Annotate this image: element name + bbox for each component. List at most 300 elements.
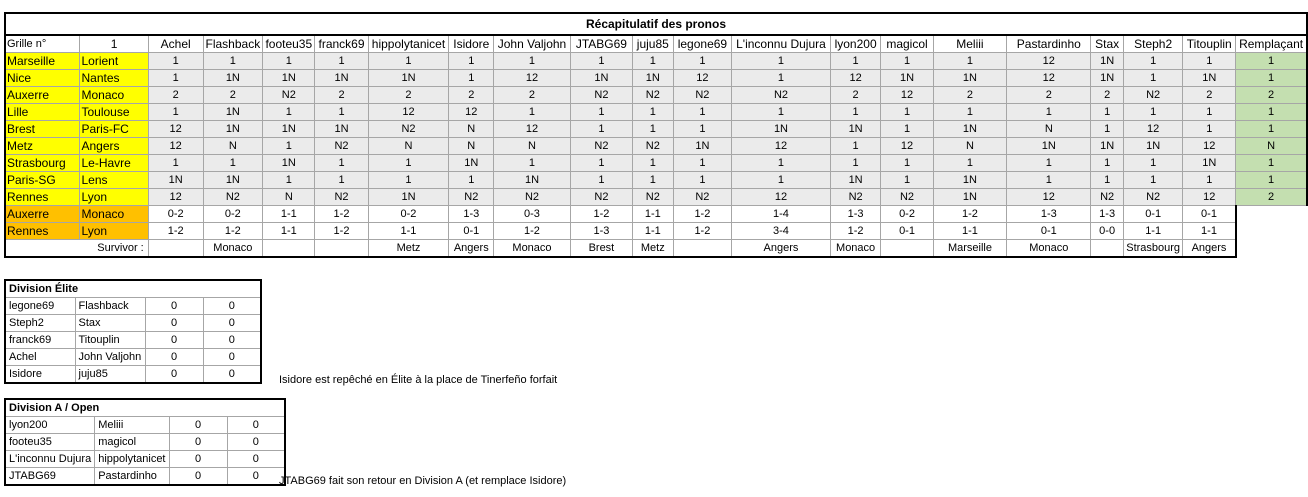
division-row xyxy=(5,451,285,468)
division-elite-table xyxy=(4,279,262,384)
score-cell: 1-1 xyxy=(368,223,449,240)
pick-cell: 12 xyxy=(494,121,571,138)
pick-cell: 1 xyxy=(148,155,203,172)
score-cell: 1-3 xyxy=(570,223,632,240)
pick-cell: N xyxy=(263,189,315,206)
player-header: Pastardinho xyxy=(1007,35,1091,53)
home-team: Metz xyxy=(5,138,80,155)
survivor-cell: Angers xyxy=(1183,240,1236,258)
pick-cell: 1 xyxy=(732,155,831,172)
division-player-2: Meliii xyxy=(95,417,169,434)
pick-cell: 1 xyxy=(1091,104,1124,121)
pick-cell: 1 xyxy=(632,121,673,138)
pick-cell: 1 xyxy=(1123,155,1182,172)
score-cell: 1-2 xyxy=(148,223,203,240)
score-row xyxy=(5,223,1307,240)
pick-cell: 1 xyxy=(1183,104,1236,121)
pick-cell: 1 xyxy=(881,155,933,172)
player-header: legone69 xyxy=(673,35,732,53)
pick-cell: 1 xyxy=(632,155,673,172)
player-header: Titouplin xyxy=(1183,35,1236,53)
pick-cell: 2 xyxy=(368,87,449,104)
pick-cell: 12 xyxy=(881,87,933,104)
empty-cell xyxy=(1236,240,1307,258)
pick-cell: N2 xyxy=(732,87,831,104)
pick-cell: 1 xyxy=(881,104,933,121)
pick-cell: 1N xyxy=(673,138,732,155)
division-score-1: 0 xyxy=(169,451,227,468)
pick-cell: 1 xyxy=(570,121,632,138)
player-header: Steph2 xyxy=(1123,35,1182,53)
match-row xyxy=(5,53,1307,70)
score-cell: 1-2 xyxy=(570,206,632,223)
score-cell: 1-2 xyxy=(494,223,571,240)
pick-cell: 1N xyxy=(203,104,263,121)
pick-cell: N2 xyxy=(1091,189,1124,206)
survivor-cell: Brest xyxy=(570,240,632,258)
score-cell: 1-1 xyxy=(263,206,315,223)
pick-cell: N2 xyxy=(315,138,368,155)
pick-cell: 12 xyxy=(494,70,571,87)
pick-cell: N2 xyxy=(494,189,571,206)
division-score-2: 0 xyxy=(203,332,261,349)
pick-cell: 1N xyxy=(368,70,449,87)
pick-cell: 1N xyxy=(368,189,449,206)
home-team: Auxerre xyxy=(5,87,80,104)
pick-cell: 1N xyxy=(148,172,203,189)
pick-cell: N2 xyxy=(449,189,494,206)
score-cell: 1-3 xyxy=(830,206,881,223)
home-team: Strasbourg xyxy=(5,155,80,172)
pick-cell: N xyxy=(368,138,449,155)
pick-cell: 2 xyxy=(449,87,494,104)
pick-cell: N2 xyxy=(263,87,315,104)
pick-cell: 1 xyxy=(933,104,1007,121)
pick-cell: N2 xyxy=(570,138,632,155)
score-cell: 1-3 xyxy=(1007,206,1091,223)
division-player-1: lyon200 xyxy=(5,417,95,434)
division-score-2: 0 xyxy=(203,349,261,366)
division-player-1: footeu35 xyxy=(5,434,95,451)
score-away-team: Monaco xyxy=(80,206,148,223)
away-team: Monaco xyxy=(80,87,148,104)
pick-cell: 1 xyxy=(263,104,315,121)
pick-cell: N xyxy=(449,138,494,155)
home-team: Lille xyxy=(5,104,80,121)
pick-cell: 1 xyxy=(494,155,571,172)
pick-cell: 1 xyxy=(673,121,732,138)
player-header: lyon200 xyxy=(830,35,881,53)
pick-cell: 1N xyxy=(830,121,881,138)
pick-cell: 1N xyxy=(933,172,1007,189)
page-title: Récapitulatif des pronos xyxy=(5,13,1307,35)
pick-cell: 1 xyxy=(830,155,881,172)
match-row xyxy=(5,189,1307,206)
pick-cell: 1 xyxy=(570,155,632,172)
pick-cell: 1N xyxy=(1091,53,1124,70)
pick-cell: 1 xyxy=(203,155,263,172)
pick-cell: 12 xyxy=(1183,138,1236,155)
division-score-1: 0 xyxy=(145,349,203,366)
pick-cell: 2 xyxy=(933,87,1007,104)
score-row xyxy=(5,206,1307,223)
pick-cell: 12 xyxy=(1183,189,1236,206)
pick-cell: 1N xyxy=(830,172,881,189)
pick-cell: 1N xyxy=(1091,70,1124,87)
division-player-2: Flashback xyxy=(75,298,145,315)
pick-cell: 1N xyxy=(570,70,632,87)
pick-cell: 1 xyxy=(933,155,1007,172)
division-score-2: 0 xyxy=(203,298,261,315)
match-row xyxy=(5,172,1307,189)
pick-cell: 12 xyxy=(673,70,732,87)
pick-cell: 1 xyxy=(1183,121,1236,138)
division-score-2: 0 xyxy=(203,315,261,332)
replacement-pick: 1 xyxy=(1236,104,1307,121)
pick-cell: 1 xyxy=(315,172,368,189)
score-cell: 1-1 xyxy=(1183,223,1236,240)
pick-cell: 1 xyxy=(881,53,933,70)
pick-cell: 12 xyxy=(449,104,494,121)
pick-cell: 1 xyxy=(263,138,315,155)
pick-cell: 1 xyxy=(632,53,673,70)
survivor-row xyxy=(5,240,1307,258)
division-score-1: 0 xyxy=(169,417,227,434)
away-team: Paris-FC xyxy=(80,121,148,138)
home-team: Paris-SG xyxy=(5,172,80,189)
pick-cell: 1 xyxy=(1183,53,1236,70)
survivor-cell: Monaco xyxy=(203,240,263,258)
score-cell: 0-2 xyxy=(368,206,449,223)
division-player-1: Achel xyxy=(5,349,75,366)
pick-cell: 1 xyxy=(933,53,1007,70)
score-cell: 1-4 xyxy=(732,206,831,223)
pick-cell: 12 xyxy=(1007,70,1091,87)
pick-cell: 1N xyxy=(1183,155,1236,172)
pick-cell: 1 xyxy=(449,172,494,189)
pick-cell: 1 xyxy=(1123,53,1182,70)
player-header: Achel xyxy=(148,35,203,53)
score-cell: 1-3 xyxy=(449,206,494,223)
survivor-cell xyxy=(881,240,933,258)
player-header: Stax xyxy=(1091,35,1124,53)
pick-cell: 1 xyxy=(732,70,831,87)
pick-cell: 1N xyxy=(449,155,494,172)
pick-cell: 2 xyxy=(1007,87,1091,104)
replacement-pick: 1 xyxy=(1236,172,1307,189)
replacement-pick: N xyxy=(1236,138,1307,155)
pick-cell: 1 xyxy=(1091,121,1124,138)
pick-cell: 12 xyxy=(830,70,881,87)
score-cell: 0-1 xyxy=(1123,206,1182,223)
pick-cell: N2 xyxy=(632,87,673,104)
pick-cell: 1N xyxy=(732,121,831,138)
pick-cell: 1 xyxy=(1007,172,1091,189)
match-row xyxy=(5,138,1307,155)
pick-cell: 12 xyxy=(148,138,203,155)
survivor-cell: Strasbourg xyxy=(1123,240,1182,258)
survivor-cell: Metz xyxy=(368,240,449,258)
score-cell: 1-2 xyxy=(673,206,732,223)
player-header: franck69 xyxy=(315,35,368,53)
survivor-cell xyxy=(315,240,368,258)
pick-cell: N2 xyxy=(1123,189,1182,206)
division-row xyxy=(5,366,261,384)
pick-cell: 1 xyxy=(368,172,449,189)
player-header: hippolytanicet xyxy=(368,35,449,53)
pick-cell: 1 xyxy=(673,104,732,121)
pick-cell: 1 xyxy=(148,53,203,70)
score-cell: 1-1 xyxy=(263,223,315,240)
survivor-cell: Angers xyxy=(449,240,494,258)
division-row xyxy=(5,332,261,349)
pick-cell: N2 xyxy=(632,138,673,155)
division-a-table xyxy=(4,398,286,486)
pick-cell: N2 xyxy=(570,189,632,206)
pick-cell: 1 xyxy=(494,104,571,121)
grid-label: Grille n° xyxy=(5,35,80,53)
pick-cell: 1 xyxy=(1123,172,1182,189)
pick-cell: 1 xyxy=(673,53,732,70)
pick-cell: 1N xyxy=(1123,138,1182,155)
division-score-1: 0 xyxy=(145,298,203,315)
division-player-2: juju85 xyxy=(75,366,145,384)
pick-cell: 1 xyxy=(632,104,673,121)
pick-cell: N2 xyxy=(203,189,263,206)
grid-number: 1 xyxy=(80,35,148,53)
pick-cell: 1 xyxy=(315,155,368,172)
score-cell: 1-2 xyxy=(830,223,881,240)
pick-cell: 1 xyxy=(263,53,315,70)
home-team: Rennes xyxy=(5,189,80,206)
pick-cell: N2 xyxy=(632,189,673,206)
score-cell: 1-1 xyxy=(933,223,1007,240)
pick-cell: 2 xyxy=(315,87,368,104)
pick-cell: 1N xyxy=(315,70,368,87)
division-score-2: 0 xyxy=(227,417,285,434)
survivor-cell: Monaco xyxy=(830,240,881,258)
pick-cell: 2 xyxy=(148,87,203,104)
score-cell: 1-2 xyxy=(315,223,368,240)
pick-cell: 1N xyxy=(203,172,263,189)
pick-cell: 1N xyxy=(632,70,673,87)
pick-cell: 1 xyxy=(1091,155,1124,172)
player-header: Flashback xyxy=(203,35,263,53)
pick-cell: 1 xyxy=(570,53,632,70)
pick-cell: N2 xyxy=(1123,87,1182,104)
division-player-2: Titouplin xyxy=(75,332,145,349)
pick-cell: 1N xyxy=(933,121,1007,138)
survivor-cell: Monaco xyxy=(494,240,571,258)
pick-cell: N xyxy=(1007,121,1091,138)
match-row xyxy=(5,104,1307,121)
score-cell: 1-1 xyxy=(632,223,673,240)
replacement-pick: 1 xyxy=(1236,53,1307,70)
survivor-cell: Monaco xyxy=(1007,240,1091,258)
home-team: Marseille xyxy=(5,53,80,70)
pick-cell: 12 xyxy=(148,189,203,206)
away-team: Angers xyxy=(80,138,148,155)
pick-cell: 1N xyxy=(1183,70,1236,87)
division-score-1: 0 xyxy=(145,332,203,349)
pick-cell: 1 xyxy=(1123,70,1182,87)
pick-cell: 1N xyxy=(1007,138,1091,155)
pick-cell: N2 xyxy=(673,189,732,206)
pick-cell: 1 xyxy=(203,53,263,70)
pick-cell: 1 xyxy=(732,172,831,189)
pick-cell: N2 xyxy=(570,87,632,104)
pick-cell: N2 xyxy=(881,189,933,206)
pick-cell: 1N xyxy=(203,121,263,138)
division-score-1: 0 xyxy=(169,434,227,451)
division-a-note: JTABG69 fait son retour en Division A (et remplace Isidore) xyxy=(279,475,567,487)
score-cell: 0-3 xyxy=(494,206,571,223)
pick-cell: 2 xyxy=(1091,87,1124,104)
replacement-pick: 2 xyxy=(1236,189,1307,206)
away-team: Lorient xyxy=(80,53,148,70)
pick-cell: 1 xyxy=(1007,155,1091,172)
pick-cell: 1 xyxy=(315,53,368,70)
pick-cell: 1 xyxy=(1007,104,1091,121)
header-row xyxy=(5,35,1307,53)
match-row xyxy=(5,121,1307,138)
score-cell: 0-2 xyxy=(881,206,933,223)
pick-cell: 1N xyxy=(263,121,315,138)
survivor-cell xyxy=(1091,240,1124,258)
pick-cell: 1 xyxy=(673,172,732,189)
pick-cell: 1N xyxy=(203,70,263,87)
pick-cell: 1 xyxy=(148,70,203,87)
pick-cell: N2 xyxy=(315,189,368,206)
division-player-1: Steph2 xyxy=(5,315,75,332)
pick-cell: 1 xyxy=(732,53,831,70)
away-team: Le-Havre xyxy=(80,155,148,172)
division-player-1: legone69 xyxy=(5,298,75,315)
score-cell: 1-2 xyxy=(933,206,1007,223)
division-player-2: magicol xyxy=(95,434,169,451)
division-row xyxy=(5,468,285,486)
score-cell: 1-2 xyxy=(673,223,732,240)
score-cell: 0-1 xyxy=(449,223,494,240)
score-home-team: Auxerre xyxy=(5,206,80,223)
pick-cell: 12 xyxy=(148,121,203,138)
pick-cell: N2 xyxy=(368,121,449,138)
survivor-label: Survivor : xyxy=(5,240,148,258)
pick-cell: 1N xyxy=(933,189,1007,206)
division-row xyxy=(5,349,261,366)
pick-cell: 1N xyxy=(881,70,933,87)
pick-cell: 1 xyxy=(315,104,368,121)
division-player-2: hippolytanicet xyxy=(95,451,169,468)
player-header: L'inconnu Dujura xyxy=(732,35,831,53)
match-row xyxy=(5,70,1307,87)
division-player-1: Isidore xyxy=(5,366,75,384)
division-row xyxy=(5,298,261,315)
home-team: Nice xyxy=(5,70,80,87)
division-player-1: franck69 xyxy=(5,332,75,349)
player-header: Meliii xyxy=(933,35,1007,53)
player-header: Isidore xyxy=(449,35,494,53)
player-header: JTABG69 xyxy=(570,35,632,53)
pick-cell: 1 xyxy=(1123,104,1182,121)
division-score-2: 0 xyxy=(227,451,285,468)
pick-cell: 1 xyxy=(673,155,732,172)
away-team: Toulouse xyxy=(80,104,148,121)
pick-cell: 1 xyxy=(830,53,881,70)
pick-cell: 1 xyxy=(732,104,831,121)
away-team: Lyon xyxy=(80,189,148,206)
replacement-pick: 1 xyxy=(1236,155,1307,172)
away-team: Lens xyxy=(80,172,148,189)
pick-cell: 1 xyxy=(148,104,203,121)
pick-cell: N2 xyxy=(830,189,881,206)
survivor-cell: Metz xyxy=(632,240,673,258)
home-team: Brest xyxy=(5,121,80,138)
survivor-cell xyxy=(673,240,732,258)
division-row xyxy=(5,434,285,451)
score-home-team: Rennes xyxy=(5,223,80,240)
pick-cell: 1 xyxy=(830,138,881,155)
score-cell: 1-1 xyxy=(632,206,673,223)
pronos-summary-table xyxy=(4,12,1308,258)
pick-cell: N xyxy=(933,138,1007,155)
pick-cell: 1 xyxy=(881,121,933,138)
pick-cell: 1 xyxy=(263,172,315,189)
division-player-1: JTABG69 xyxy=(5,468,95,486)
empty-cell xyxy=(1236,206,1307,223)
score-cell: 0-1 xyxy=(1183,206,1236,223)
pick-cell: 12 xyxy=(1007,53,1091,70)
pick-cell: 1 xyxy=(830,104,881,121)
pick-cell: 1N xyxy=(1091,138,1124,155)
division-elite-note: Isidore est repêché en Élite à la place de Tinerfeño forfait xyxy=(279,374,558,386)
pick-cell: 1 xyxy=(570,172,632,189)
pick-cell: 2 xyxy=(494,87,571,104)
player-header: footeu35 xyxy=(263,35,315,53)
pick-cell: 1 xyxy=(494,53,571,70)
score-cell: 3-4 xyxy=(732,223,831,240)
pick-cell: 2 xyxy=(203,87,263,104)
division-score-2: 0 xyxy=(203,366,261,384)
pick-cell: 1N xyxy=(933,70,1007,87)
pick-cell: 12 xyxy=(1123,121,1182,138)
pick-cell: 12 xyxy=(732,138,831,155)
division-score-1: 0 xyxy=(145,366,203,384)
score-cell: 0-1 xyxy=(1007,223,1091,240)
division-score-1: 0 xyxy=(169,468,227,486)
match-row xyxy=(5,87,1307,104)
score-cell: 1-1 xyxy=(1123,223,1182,240)
pick-cell: 1N xyxy=(494,172,571,189)
replacement-pick: 1 xyxy=(1236,121,1307,138)
pick-cell: 1 xyxy=(449,53,494,70)
division-score-1: 0 xyxy=(145,315,203,332)
replacement-header: Remplaçant xyxy=(1236,35,1307,53)
pick-cell: N xyxy=(449,121,494,138)
replacement-pick: 1 xyxy=(1236,70,1307,87)
away-team: Nantes xyxy=(80,70,148,87)
division-a-title: Division A / Open xyxy=(5,399,285,417)
replacement-pick: 2 xyxy=(1236,87,1307,104)
survivor-cell: Marseille xyxy=(933,240,1007,258)
pick-cell: 12 xyxy=(1007,189,1091,206)
pick-cell: 1 xyxy=(570,104,632,121)
score-away-team: Lyon xyxy=(80,223,148,240)
division-elite-title: Division Élite xyxy=(5,280,261,298)
pick-cell: 12 xyxy=(368,104,449,121)
division-player-2: Stax xyxy=(75,315,145,332)
pick-cell: 12 xyxy=(881,138,933,155)
